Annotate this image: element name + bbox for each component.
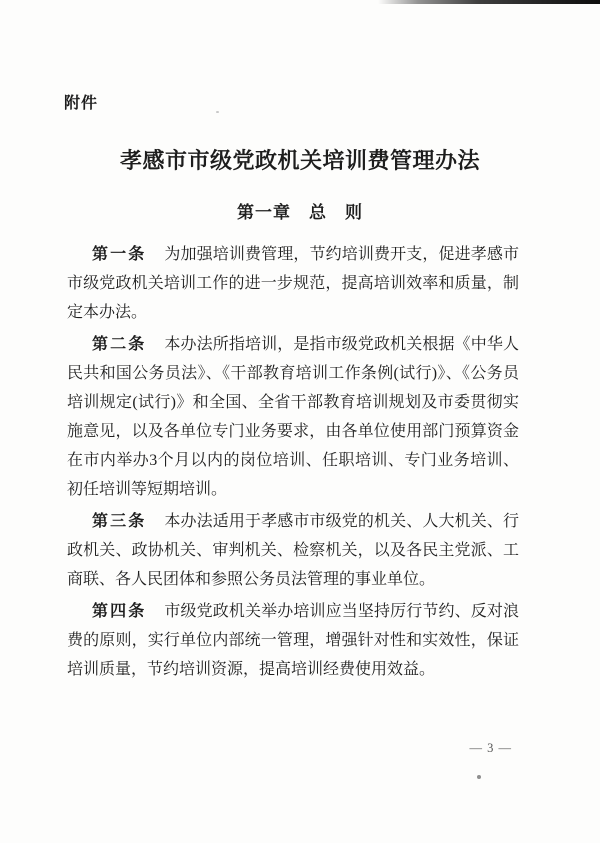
attachment-label: 附件 bbox=[64, 95, 99, 112]
article-text-1: 为加强培训费管理，节约培训费开支，促进孝感市市级党政机关培训工作的进一步规范，提高培训效率和质量，制定本办法。 bbox=[67, 246, 519, 321]
article-label-4: 第四条 bbox=[92, 603, 147, 620]
page-number: — 3 — bbox=[469, 741, 512, 755]
scan-speck bbox=[477, 775, 481, 779]
article-paragraph-3 bbox=[67, 507, 519, 594]
article-text-4: 市级党政机关举办培训应当坚持厉行节约、反对浪费的原则，实行单位内部统一管理，增强针对性和实效性，保证培训质量，节约培训资源，提高培训经费使用效益。 bbox=[67, 603, 519, 678]
article-label-3: 第三条 bbox=[92, 513, 147, 530]
scan-speck bbox=[216, 111, 219, 113]
document-body bbox=[67, 240, 519, 687]
article-label-2: 第二条 bbox=[92, 336, 147, 353]
article-paragraph-4 bbox=[67, 597, 519, 684]
article-paragraph-1 bbox=[67, 240, 519, 327]
chapter-heading: 第一章 总 则 bbox=[237, 203, 363, 222]
article-label-1: 第一条 bbox=[92, 246, 147, 263]
document-title: 孝感市市级党政机关培训费管理办法 bbox=[119, 148, 480, 173]
article-text-2: 本办法所指培训，是指市级党政机关根据《中华人民共和国公务员法》、《干部教育培训工作条例(试行)》、《公务员培训规定(试行)》和全国、全省干部教育培训规划及市委贯彻实施意见，以及各单位专门业务要求，由各单位使用部门预算资金在市内举办3个月以内的岗位培训、任职培训、专门业务培训、初任培训等短期培训。 bbox=[67, 336, 519, 498]
article-paragraph-2 bbox=[67, 330, 519, 504]
article-text-3: 本办法适用于孝感市市级党的机关、人大机关、行政机关、政协机关、审判机关、检察机关，以及各民主党派、工商联、各人民团体和参照公务员法管理的事业单位。 bbox=[67, 513, 519, 588]
scan-edge-artifact bbox=[378, 0, 600, 4]
